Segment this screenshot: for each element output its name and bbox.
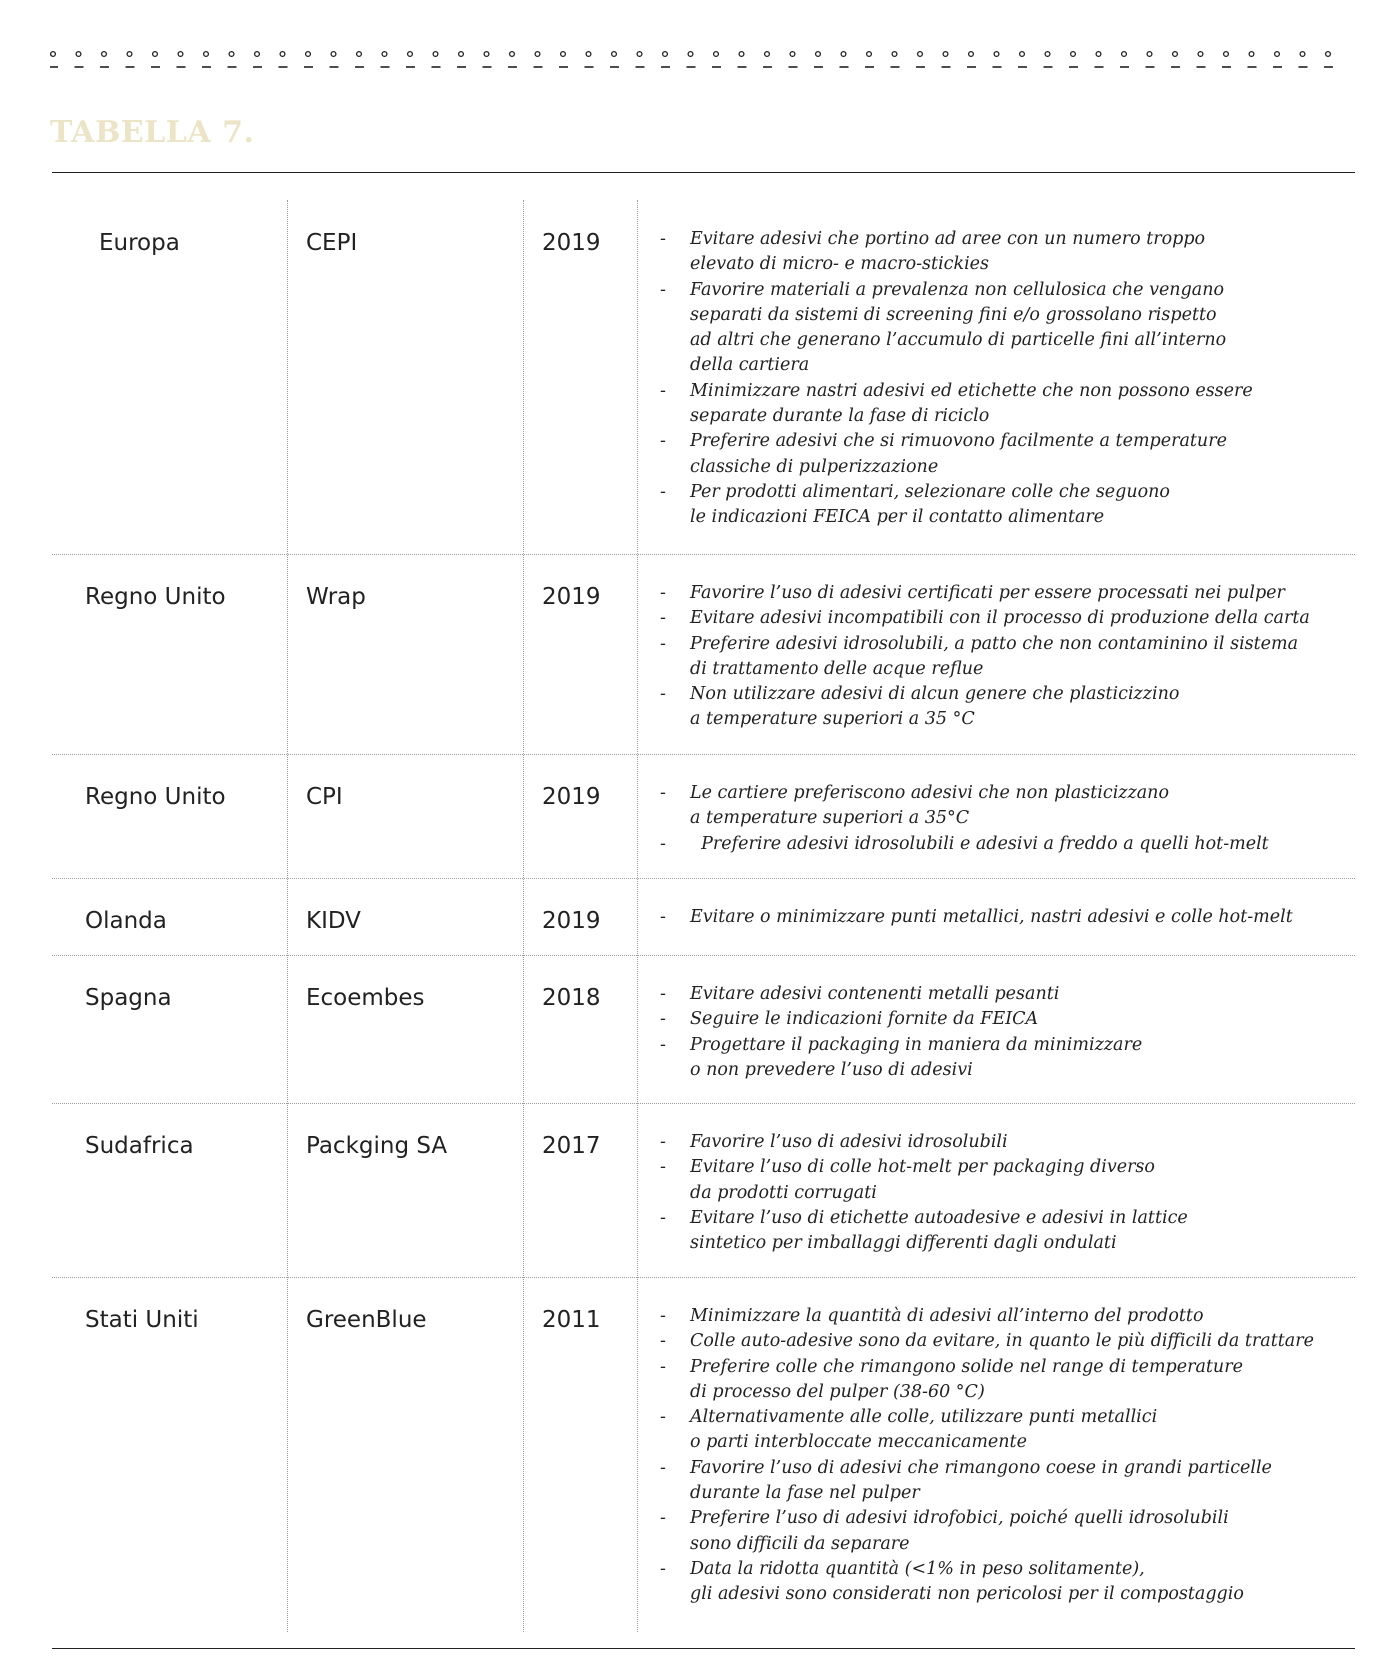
table-row: [52, 1277, 1355, 1632]
guideline-item: [660, 1155, 1188, 1206]
guideline-line: della cartiera: [690, 355, 810, 376]
guideline-line: - Favorire l’uso di adesivi che rimangono coese in grandi particelle: [690, 1457, 1272, 1478]
guideline-item: [660, 480, 1253, 531]
guideline-line: - Preferire colle che rimangono solide nel range di temperature: [690, 1356, 1243, 1377]
table-row: [52, 200, 1355, 555]
guideline-line: - Preferire adesivi che si rimuovono facilmente a temperature: [690, 431, 1227, 452]
guideline-line: - Colle auto-adesive sono da evitare, in quanto le più difficili da trattare: [690, 1331, 1314, 1352]
table-title: TABELLA 7.: [50, 115, 255, 150]
guideline-line: - Favorire l’uso di adesivi idrosolubili: [690, 1132, 1008, 1152]
guideline-item: [660, 1304, 1314, 1329]
guidelines-list: [660, 227, 1253, 531]
guideline-line: - Preferire adesivi idrosolubili, a patto che non contaminino il sistema: [690, 633, 1299, 654]
guideline-item: [660, 682, 1310, 733]
guideline-item: [660, 1007, 1142, 1032]
table-row: [52, 554, 1355, 755]
guideline-line: - Evitare l’uso di etichette autoadesive e adesivi in lattice: [690, 1207, 1188, 1228]
guideline-item: [660, 1355, 1314, 1406]
year-cell: 2019: [542, 908, 601, 934]
guideline-line: a temperature superiori a 35°C: [690, 808, 970, 829]
guideline-line: sono difficili da separare: [690, 1533, 910, 1554]
country-cell: Stati Uniti: [85, 1307, 199, 1333]
country-cell: Olanda: [85, 908, 167, 934]
guideline-item: [660, 1033, 1142, 1084]
guideline-line: le indicazioni FEICA per il contatto alimentare: [690, 507, 1105, 528]
guidelines-list: [660, 982, 1142, 1083]
guideline-item: [660, 278, 1253, 379]
guideline-line: - Preferire l’uso di adesivi idrofobici, poiché quelli idrosolubili: [690, 1508, 1229, 1529]
guideline-item: [660, 1506, 1314, 1557]
organization-cell: GreenBlue: [306, 1307, 427, 1333]
organization-cell: Ecoembes: [306, 985, 425, 1011]
country-cell: Regno Unito: [85, 584, 226, 610]
guideline-line: da prodotti corrugati: [690, 1182, 877, 1203]
guidelines-list: [660, 1304, 1314, 1608]
organization-cell: Wrap: [306, 584, 366, 610]
guideline-line: - Minimizzare nastri adesivi ed etichette che non possono essere: [690, 380, 1253, 401]
guideline-line: o non prevedere l’uso di adesivi: [690, 1059, 973, 1080]
guideline-line: o parti interbloccate meccanicamente: [690, 1432, 1027, 1453]
guideline-item: [660, 632, 1310, 683]
country-cell: Sudafrica: [85, 1133, 194, 1159]
guideline-line: - Preferire adesivi idrosolubili e adesivi a freddo a quelli hot-melt: [690, 833, 1269, 854]
guideline-item: [660, 781, 1269, 832]
year-cell: 2018: [542, 985, 601, 1011]
guideline-item: [660, 227, 1253, 278]
table-row: [52, 878, 1355, 956]
decorative-border-pattern: [50, 45, 1350, 75]
guideline-line: classiche di pulperizzazione: [690, 456, 939, 477]
guideline-item: [660, 832, 1269, 857]
organization-cell: CEPI: [306, 230, 358, 256]
guidelines-list: [660, 1130, 1188, 1256]
guideline-line: - Evitare adesivi contenenti metalli pesanti: [690, 984, 1060, 1004]
guideline-line: - Favorire l’uso di adesivi certificati per essere processati nei pulper: [690, 583, 1285, 603]
organization-cell: KIDV: [306, 908, 361, 934]
guideline-line: - Evitare o minimizzare punti metallici, nastri adesivi e colle hot-melt: [690, 907, 1293, 927]
guideline-line: - Minimizzare la quantità di adesivi all’interno del prodotto: [690, 1306, 1204, 1326]
guideline-item: [660, 606, 1310, 631]
guidelines-list: [660, 581, 1310, 733]
guidelines-list: [660, 781, 1269, 857]
year-cell: 2019: [542, 784, 601, 810]
country-cell: Regno Unito: [85, 784, 226, 810]
table-top-rule: [52, 172, 1355, 173]
guideline-line: sintetico per imballaggi differenti dagli ondulati: [690, 1233, 1117, 1254]
table-row: [52, 754, 1355, 879]
guideline-line: separati da sistemi di screening fini e/o grossolano rispetto: [690, 304, 1217, 325]
guideline-line: - Non utilizzare adesivi di alcun genere che plasticizzino: [690, 684, 1180, 705]
guideline-line: - Evitare l’uso di colle hot-melt per packaging diverso: [690, 1157, 1155, 1178]
guideline-item: [660, 1329, 1314, 1354]
guideline-line: di processo del pulper (38-60 °C): [690, 1381, 985, 1402]
guideline-item: [660, 429, 1253, 480]
guideline-item: [660, 379, 1253, 430]
guideline-line: - Progettare il packaging in maniera da minimizzare: [690, 1034, 1143, 1055]
country-cell: Europa: [99, 230, 180, 256]
guideline-line: di trattamento delle acque reflue: [690, 658, 984, 679]
guideline-line: - Evitare adesivi incompatibili con il processo di produzione della carta: [690, 608, 1310, 629]
year-cell: 2019: [542, 230, 601, 256]
guideline-item: [660, 581, 1310, 606]
guideline-item: [660, 1557, 1314, 1608]
guideline-line: - Le cartiere preferiscono adesivi che non plasticizzano: [690, 783, 1169, 803]
table-bottom-rule: [52, 1648, 1355, 1649]
guideline-line: gli adesivi sono considerati non pericolosi per il compostaggio: [690, 1584, 1244, 1605]
guidelines-list: [660, 905, 1293, 930]
year-cell: 2019: [542, 584, 601, 610]
guideline-line: ad altri che generano l’accumulo di particelle fini all’interno: [690, 330, 1227, 351]
organization-cell: Packging SA: [306, 1133, 448, 1159]
country-cell: Spagna: [85, 985, 172, 1011]
guideline-line: durante la fase nel pulper: [690, 1483, 920, 1504]
guideline-item: [660, 982, 1142, 1007]
guideline-line: elevato di micro- e macro-stickies: [690, 254, 990, 275]
guideline-line: separate durante la fase di riciclo: [690, 406, 990, 427]
guideline-line: - Evitare adesivi che portino ad aree con un numero troppo: [690, 229, 1206, 249]
table-row: [52, 1103, 1355, 1278]
table-row: [52, 955, 1355, 1104]
year-cell: 2011: [542, 1307, 601, 1333]
guideline-line: - Alternativamente alle colle, utilizzare punti metallici: [690, 1407, 1158, 1428]
guideline-line: - Data la ridotta quantità (<1% in peso solitamente),: [690, 1558, 1145, 1579]
organization-cell: CPI: [306, 784, 343, 810]
guideline-item: [660, 1405, 1314, 1456]
guideline-line: - Per prodotti alimentari, selezionare colle che seguono: [690, 481, 1170, 502]
guideline-line: a temperature superiori a 35 °C: [690, 709, 975, 730]
guideline-line: - Favorire materiali a prevalenza non cellulosica che vengano: [690, 279, 1225, 300]
guideline-item: [660, 905, 1293, 930]
guideline-item: [660, 1456, 1314, 1507]
year-cell: 2017: [542, 1133, 601, 1159]
guideline-item: [660, 1206, 1188, 1257]
guideline-item: [660, 1130, 1188, 1155]
guideline-line: - Seguire le indicazioni fornite da FEICA: [690, 1009, 1039, 1030]
